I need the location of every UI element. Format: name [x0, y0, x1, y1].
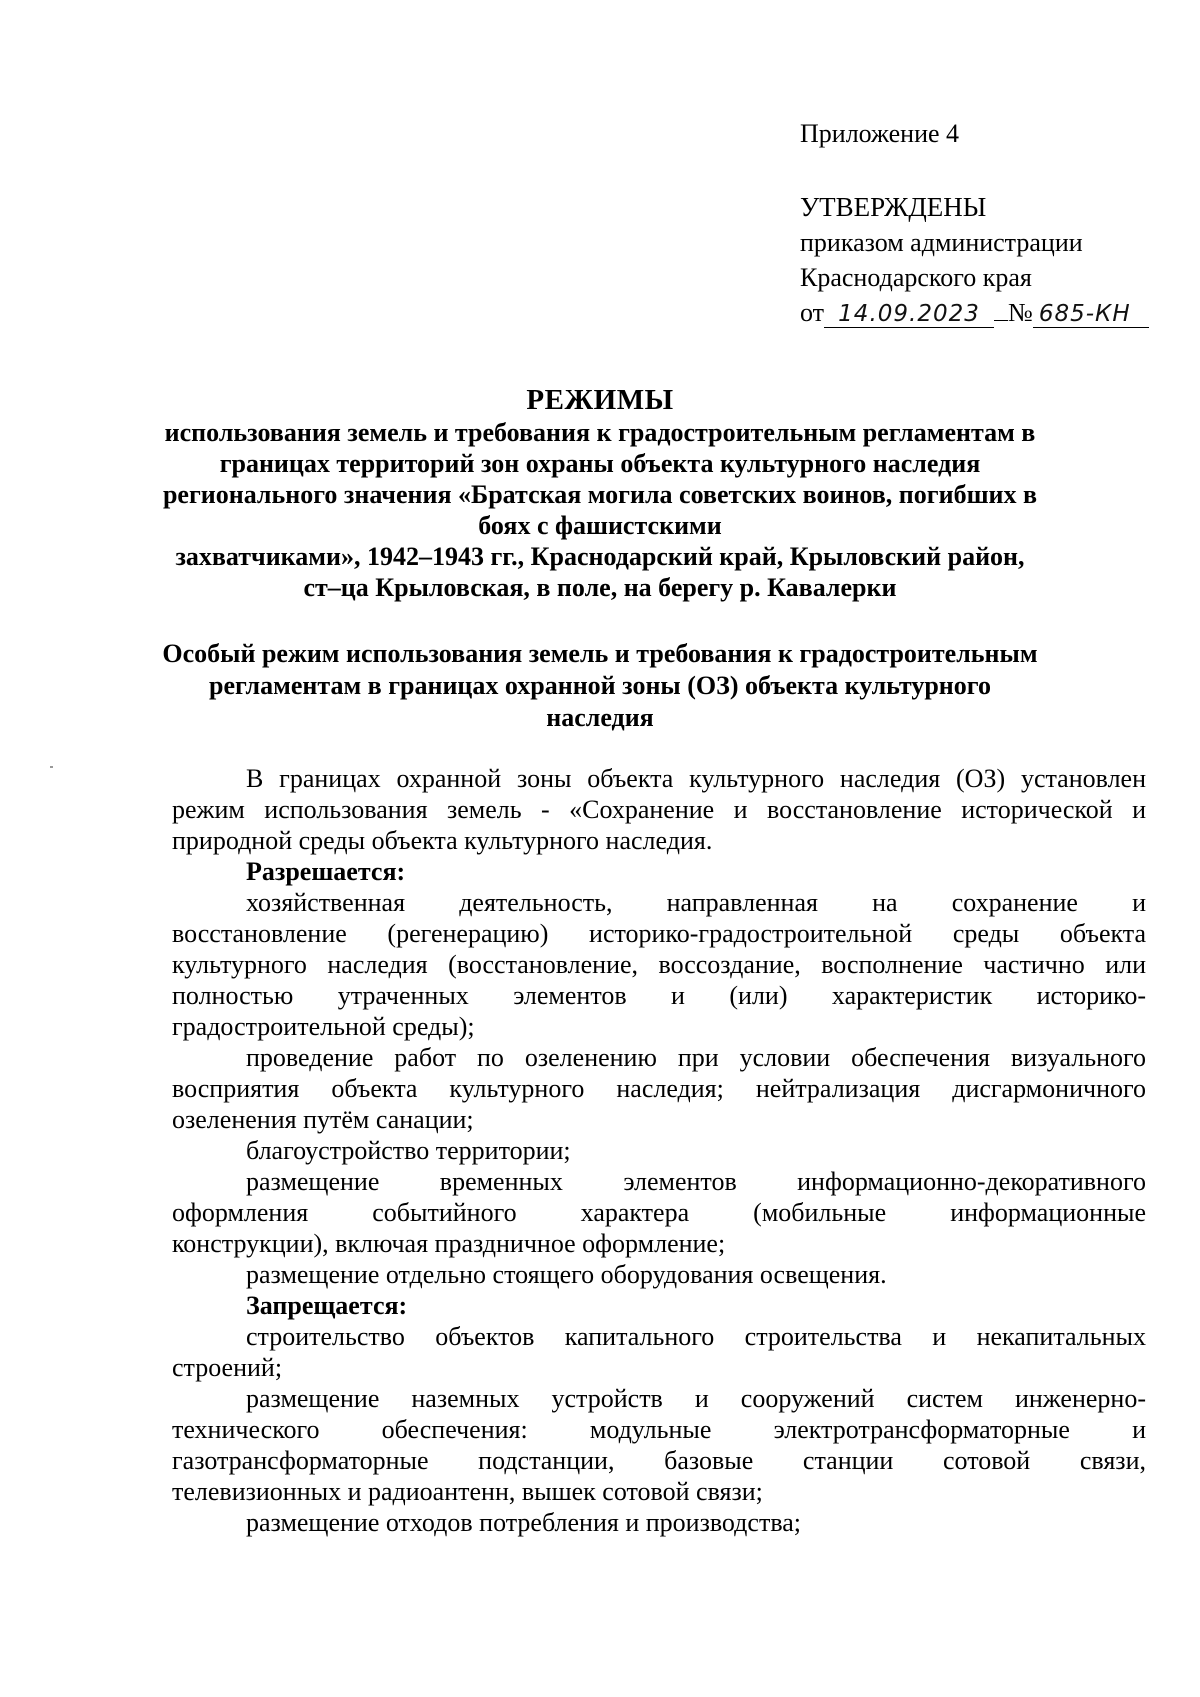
- section-heading: [140, 638, 1060, 734]
- allowed-item: [172, 887, 1146, 1042]
- text-line: телевизионных и радиоантенн, вышек сотовой связи;: [172, 1477, 763, 1506]
- allowed-item: [172, 1042, 1146, 1135]
- heading-line: регионального значения «Братская могила советских воинов, погибших в: [162, 480, 1038, 509]
- text-line: размещение отдельно стоящего оборудования освещения.: [246, 1260, 887, 1289]
- forbidden-item: [172, 1383, 1146, 1507]
- scan-artifact: [50, 766, 53, 768]
- forbidden-item: [172, 1507, 1146, 1538]
- approved-by-order: приказом администрации: [800, 228, 1083, 257]
- approved-title: УТВЕРЖДЕНЫ: [800, 192, 987, 222]
- heading-line: захватчиками», 1942–1943 гг., Краснодарский край, Крыловский район,: [175, 542, 1025, 571]
- document-title: РЕЖИМЫ: [526, 384, 674, 416]
- heading-line: границах территорий зон охраны объекта культурного наследия: [219, 449, 981, 478]
- approval-block: [800, 190, 1149, 330]
- text-line: восстановление (регенерацию) историко-градостроительной среды объекта: [172, 919, 1146, 948]
- forbidden-label: Запрещается:: [246, 1291, 408, 1320]
- text-line: градостроительной среды);: [172, 1012, 475, 1041]
- text-line: природной среды объекта культурного наследия.: [172, 826, 713, 855]
- text-line: режим использования земель - «Сохранение и восстановление исторической и: [172, 795, 1146, 824]
- text-line: размещение наземных устройств и сооружений систем инженерно-: [246, 1384, 1146, 1413]
- allowed-label: Разрешается:: [246, 857, 406, 886]
- text-line: озеленения путём санации;: [172, 1105, 474, 1134]
- text-line: проведение работ по озеленению при условии обеспечения визуального: [246, 1043, 1146, 1072]
- heading-line: ст–ца Крыловская, в поле, на берегу р. Кавалерки: [303, 573, 897, 602]
- allowed-item: [172, 1135, 1146, 1166]
- text-line: конструкции), включая праздничное оформление;: [172, 1229, 726, 1258]
- section-heading-line: Особый режим использования земель и требования к градостроительным: [162, 639, 1038, 668]
- document-body: [172, 763, 1146, 1538]
- allowed-item: [172, 1259, 1146, 1290]
- text-line: В границах охранной зоны объекта культурного наследия (ОЗ) установлен: [246, 764, 1146, 793]
- allowed-item: [172, 1166, 1146, 1259]
- text-line: культурного наследия (восстановление, воссоздание, восполнение частично или: [172, 950, 1146, 979]
- text-line: благоустройство территории;: [246, 1136, 571, 1165]
- forbidden-item: [172, 1321, 1146, 1383]
- heading-line: боях с фашистскими: [478, 511, 722, 540]
- text-line: размещение временных элементов информационно-декоративного: [246, 1167, 1146, 1196]
- appendix-number: Приложение 4: [800, 119, 960, 148]
- order-number-handwritten: 685-КН: [1033, 301, 1149, 328]
- text-line: газотрансформаторные подстанции, базовые станции сотовой связи,: [172, 1446, 1146, 1475]
- document-heading: [140, 385, 1060, 603]
- heading-line: использования земель и требования к градостроительным регламентам в: [164, 418, 1036, 447]
- text-line: полностью утраченных элементов и (или) характеристик историко-: [172, 981, 1146, 1010]
- order-date-handwritten: 14.09.2023: [824, 301, 994, 328]
- section-heading-line: наследия: [546, 703, 654, 732]
- section-heading-line: регламентам в границах охранной зоны (ОЗ) объекта культурного: [209, 671, 991, 700]
- date-number-gap-line: [994, 320, 1008, 321]
- text-line: технического обеспечения: модульные электротрансформаторные и: [172, 1415, 1146, 1444]
- text-line: строительство объектов капитального строительства и некапитальных: [246, 1322, 1146, 1351]
- order-date-line: [800, 295, 1149, 330]
- text-line: восприятия объекта культурного наследия; нейтрализация дисгармоничного: [172, 1074, 1146, 1103]
- intro-paragraph: [172, 763, 1146, 856]
- text-line: строений;: [172, 1353, 283, 1382]
- text-line: хозяйственная деятельность, направленная на сохранение и: [246, 888, 1146, 917]
- number-label: №: [1008, 298, 1033, 327]
- approved-region: Краснодарского края: [800, 263, 1032, 292]
- from-label: от: [800, 298, 825, 327]
- text-line: размещение отходов потребления и производства;: [246, 1508, 802, 1537]
- text-line: оформления событийного характера (мобильные информационные: [172, 1198, 1146, 1227]
